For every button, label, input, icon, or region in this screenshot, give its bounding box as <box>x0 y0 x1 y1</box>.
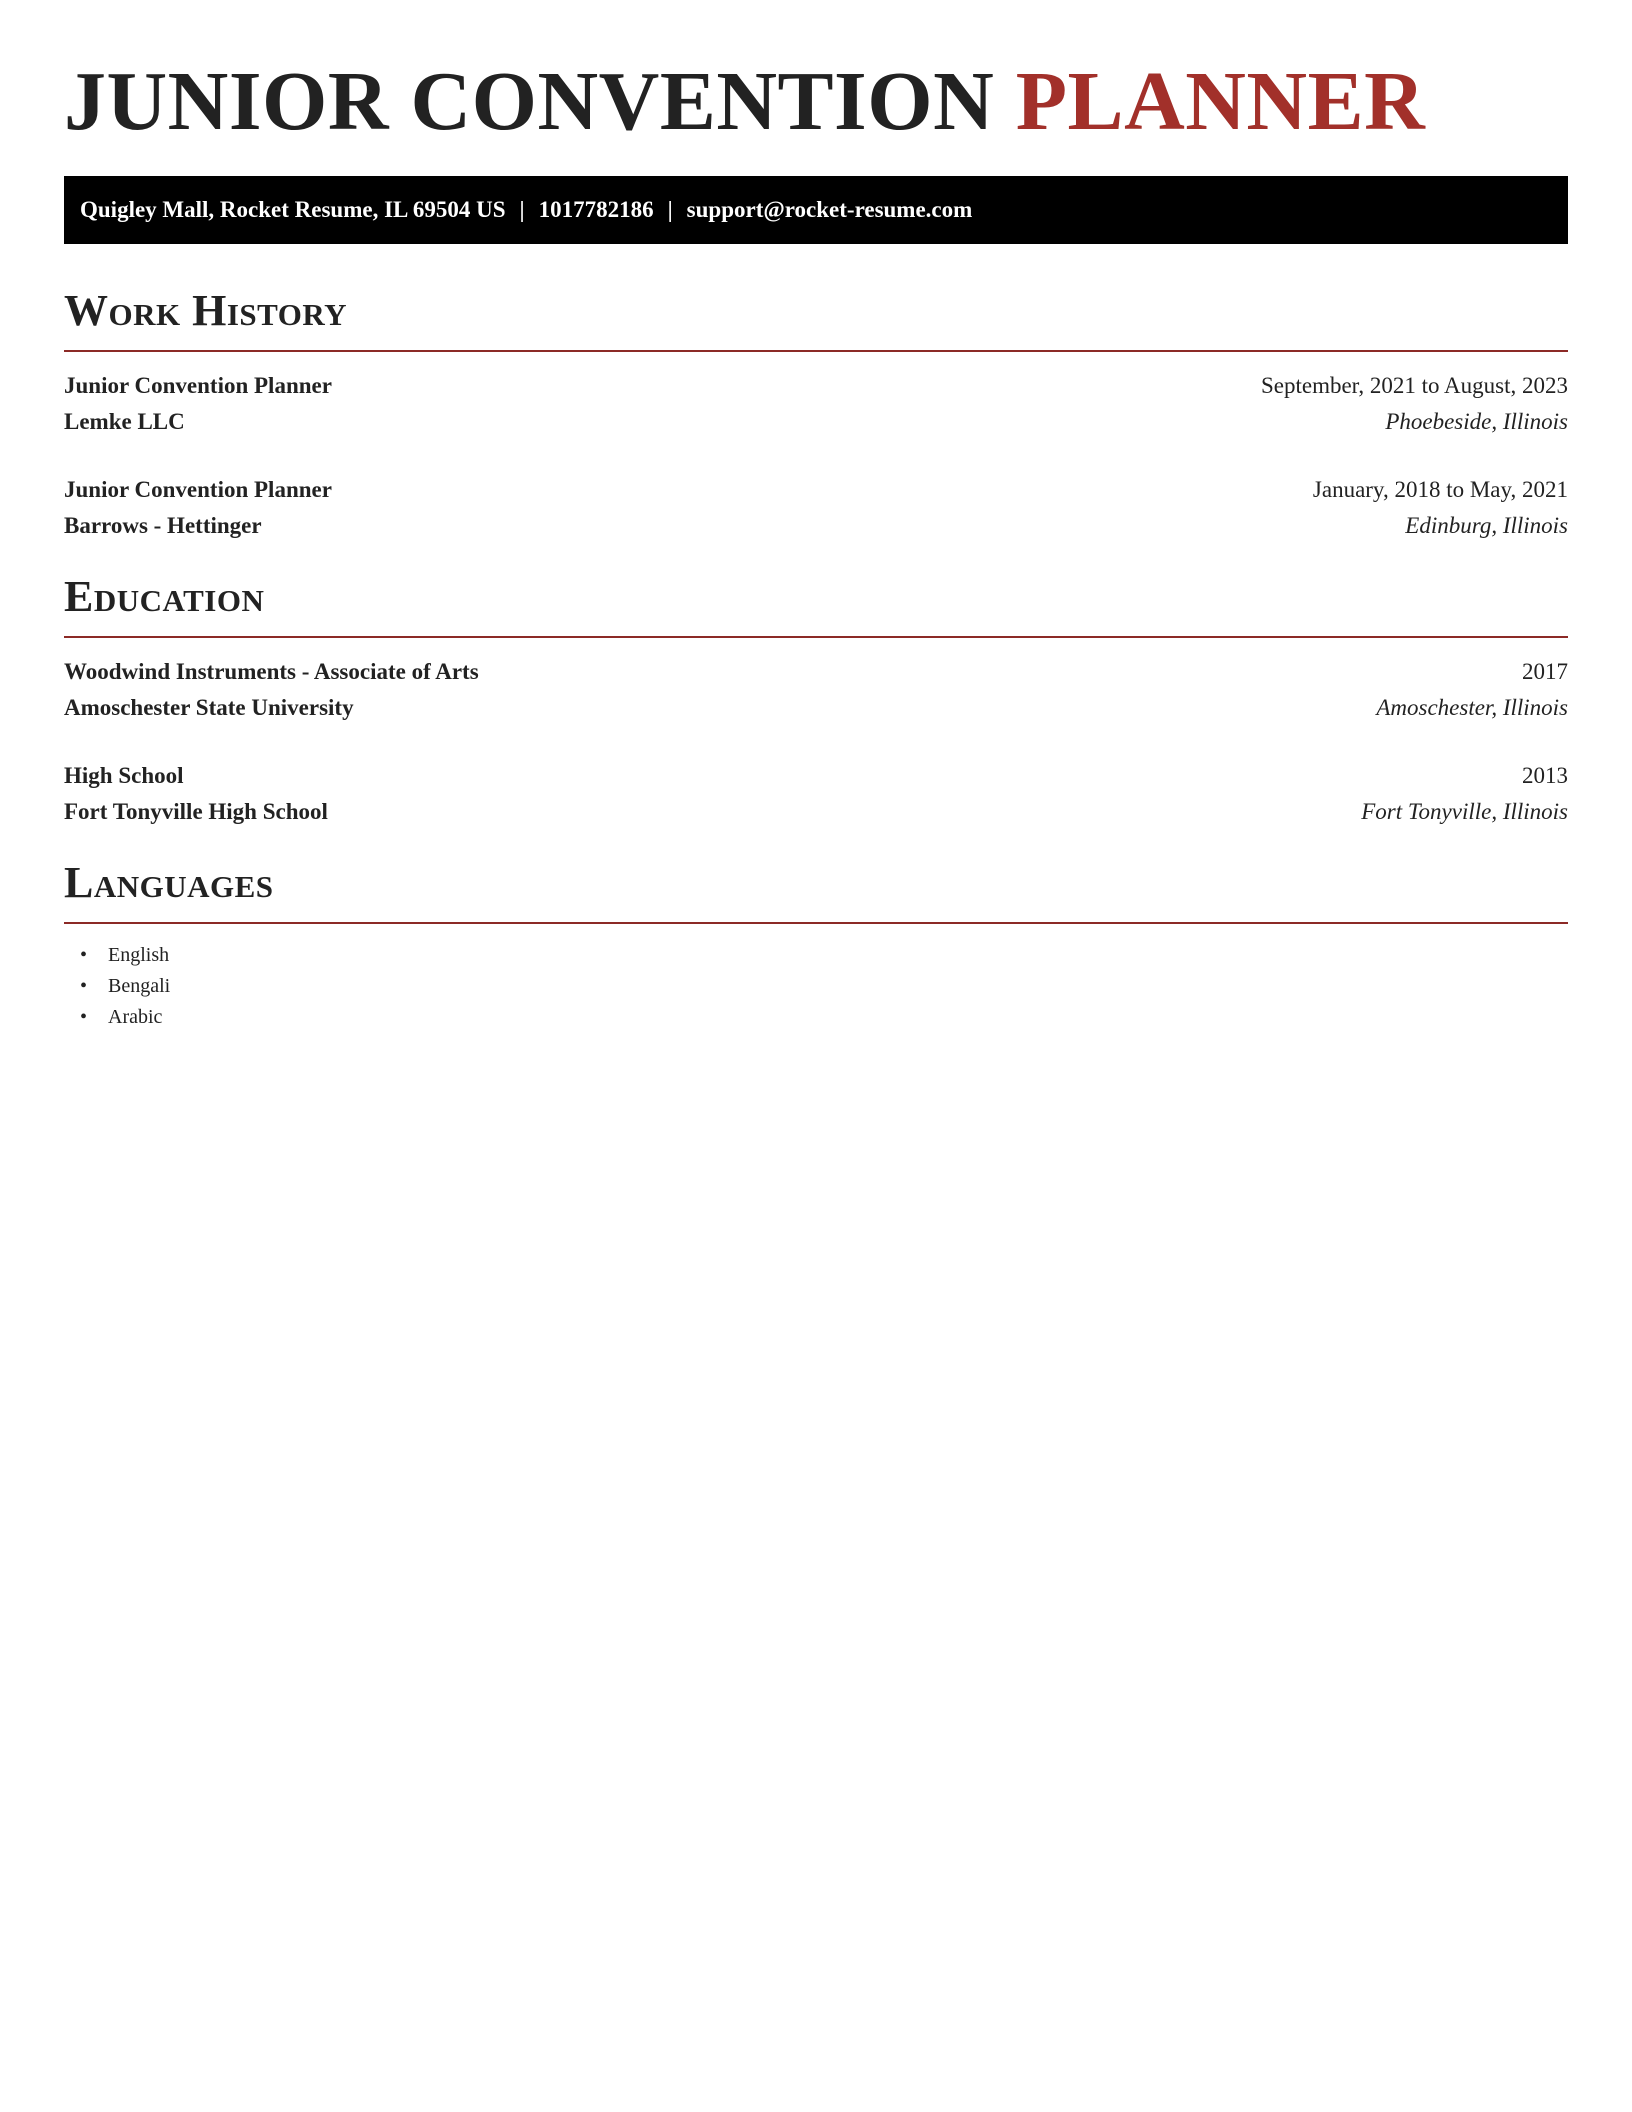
education-entry-row <box>64 794 1568 830</box>
job-location: Edinburg, Illinois <box>1405 513 1568 538</box>
language-item <box>80 971 1568 1002</box>
contact-separator: | <box>519 197 525 222</box>
education-heading: Education <box>64 572 1568 638</box>
language-item <box>80 1002 1568 1033</box>
language-label: Bengali <box>108 975 171 997</box>
job-dates: September, 2021 to August, 2023 <box>1260 373 1568 398</box>
graduation-year: 2013 <box>1522 763 1568 788</box>
job-title: Junior Convention Planner <box>64 477 332 502</box>
education-entry <box>64 758 1568 830</box>
contact-phone: 1017782186 <box>538 197 654 222</box>
contact-email: support@rocket-resume.com <box>686 197 973 222</box>
bullet-icon: • <box>80 944 88 966</box>
resume-title <box>64 0 1568 152</box>
degree-name: High School <box>64 763 184 788</box>
work-history-heading: Work History <box>64 286 1568 352</box>
school-location: Fort Tonyville, Illinois <box>1361 799 1568 824</box>
school-location: Amoschester, Illinois <box>1376 695 1568 720</box>
resume-page <box>64 0 1568 1033</box>
language-item <box>80 940 1568 971</box>
graduation-year: 2017 <box>1522 659 1568 684</box>
school-name: Amoschester State University <box>64 695 354 720</box>
language-label: English <box>108 944 170 966</box>
language-label: Arabic <box>108 1006 163 1028</box>
contact-separator: | <box>667 197 673 222</box>
bullet-icon: • <box>80 1006 88 1028</box>
education-entry-row <box>64 654 1568 690</box>
work-entry-row <box>64 508 1568 544</box>
company-name: Lemke LLC <box>64 409 185 434</box>
education-entry-row <box>64 690 1568 726</box>
education-entry <box>64 654 1568 726</box>
job-title: Junior Convention Planner <box>64 373 332 398</box>
degree-name: Woodwind Instruments - Associate of Arts <box>64 659 479 684</box>
work-entry-row <box>64 404 1568 440</box>
job-dates: January, 2018 to May, 2021 <box>1312 477 1568 502</box>
work-entry <box>64 368 1568 440</box>
work-entry-row <box>64 472 1568 508</box>
job-location: Phoebeside, Illinois <box>1385 409 1568 434</box>
title-accent: PLANNER <box>1015 55 1426 148</box>
contact-bar <box>64 176 1568 244</box>
work-entry <box>64 472 1568 544</box>
company-name: Barrows - Hettinger <box>64 513 262 538</box>
school-name: Fort Tonyville High School <box>64 799 328 824</box>
bullet-icon: • <box>80 975 88 997</box>
title-main: JUNIOR CONVENTION <box>64 55 995 148</box>
languages-heading: Languages <box>64 858 1568 924</box>
contact-address: Quigley Mall, Rocket Resume, IL 69504 US <box>80 197 506 222</box>
work-entry-row <box>64 368 1568 404</box>
education-entry-row <box>64 758 1568 794</box>
languages-list <box>64 940 1568 1033</box>
